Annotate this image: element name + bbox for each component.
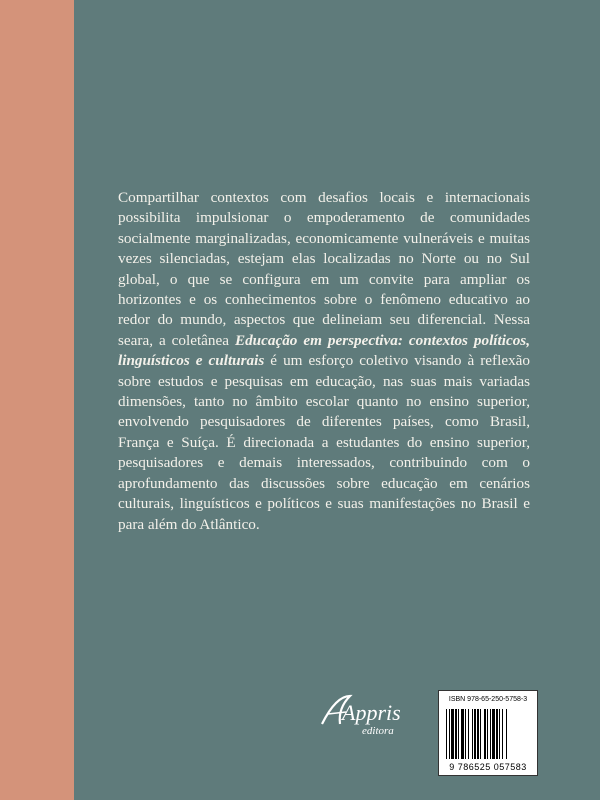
blurb-text-start: Compartilhar contextos com desafios locais e internacionais possibilita impulsionar o empoderamento de comunidades socialmente marginalizadas, economicamente vulneráveis e muitas vezes silenciadas, estejam elas localizadas no Norte ou no Sul global, o que se configura em um convite para ampliar os horizontes e os conhecimentos sobre o fenômeno educativo ao redor do mundo, aspectos que delineiam seu diferencial. Nessa seara, a coletânea bbox=[118, 189, 530, 349]
isbn-barcode bbox=[438, 690, 538, 776]
barcode-bars bbox=[445, 709, 531, 759]
isbn-digits: 9 786525 057583 bbox=[449, 762, 527, 772]
isbn-label: ISBN 978-65-250-5758-3 bbox=[448, 696, 528, 703]
back-cover-blurb bbox=[118, 188, 530, 535]
spine-stripe bbox=[0, 0, 74, 800]
publisher-subtitle: editora bbox=[362, 725, 394, 737]
appris-logo bbox=[316, 690, 416, 740]
blurb-text-end: é um esforço coletivo visando à reflexão sobre estudos e pesquisas em educação, nas suas mais variadas dimensões, tanto no âmbito escolar quanto no ensino superior, envolvendo pesquisadores de diferentes países, como Brasil, França e Suíça. É direcionada a estudantes do ensino superior, pesquisadores e demais interessados, contribuindo com o aprofundamento das discussões sobre educação em cenários culturais, linguísticos e políticos e suas manifestações no Brasil e para além do Atlântico. bbox=[118, 352, 530, 533]
book-title: Educação em perspectiva: contextos políticos, linguísticos e culturais bbox=[118, 331, 531, 370]
publisher-name: Appris bbox=[342, 700, 401, 725]
